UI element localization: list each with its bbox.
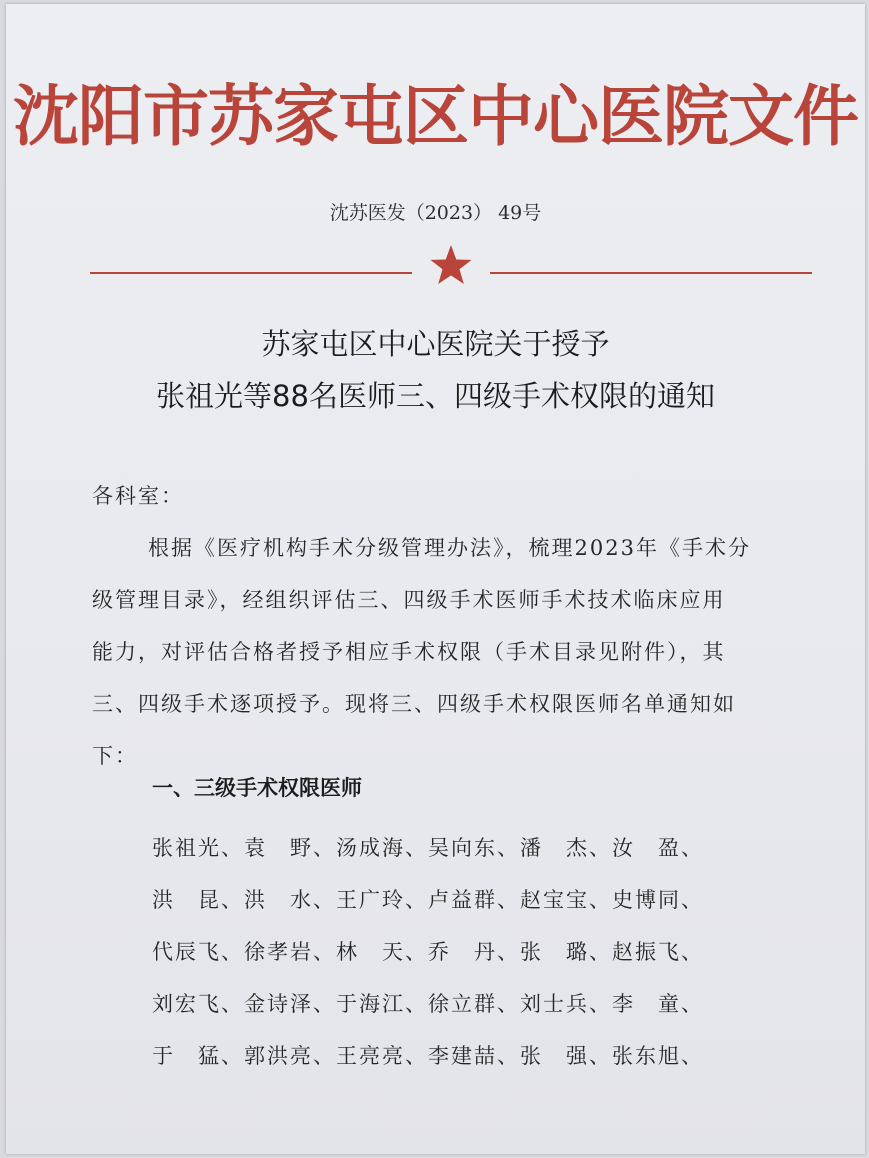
name-line: 张祖光、袁 野、汤成海、吴向东、潘 杰、汝 盈、 (152, 836, 704, 860)
document-title: 沈阳市苏家屯区中心医院文件 (13, 78, 858, 155)
name-line: 洪 昆、洪 水、王广玲、卢益群、赵宝宝、史博同、 (152, 888, 704, 912)
document-number: 沈苏医发（2023） 49号 (329, 202, 542, 224)
salutation: 各科室： (92, 484, 184, 508)
paragraph-line: 根据《医疗机构手术分级管理办法》，梳理2023年《手术分 (148, 536, 751, 560)
paragraph-line: 三、四级手术逐项授予。现将三、四级手术权限医师名单通知如 (92, 692, 736, 716)
document-page (6, 4, 865, 1154)
paragraph-line: 下： (92, 744, 138, 768)
name-line: 于 猛、郭洪亮、王亮亮、李建喆、张 强、张东旭、 (152, 1044, 704, 1068)
name-line: 刘宏飞、金诗泽、于海江、徐立群、刘士兵、李 童、 (152, 992, 704, 1016)
body-paragraph (92, 522, 812, 782)
notice-heading-line-1: 苏家屯区中心医院关于授予 (261, 327, 610, 361)
section-title: 一、三级手术权限医师 (152, 776, 362, 800)
physician-name-list (152, 822, 704, 1082)
notice-heading-line-2: 张祖光等88名医师三、四级手术权限的通知 (156, 379, 715, 413)
star-icon (429, 243, 473, 287)
red-divider-left (90, 272, 412, 274)
paragraph-line: 级管理目录》，经组织评估三、四级手术医师手术技术临床应用 (92, 588, 726, 612)
name-line: 代辰飞、徐孝岩、林 天、乔 丹、张 璐、赵振飞、 (152, 940, 704, 964)
paragraph-line: 能力，对评估合格者授予相应手术权限（手术目录见附件），其 (92, 640, 726, 664)
red-divider-right (490, 272, 812, 274)
